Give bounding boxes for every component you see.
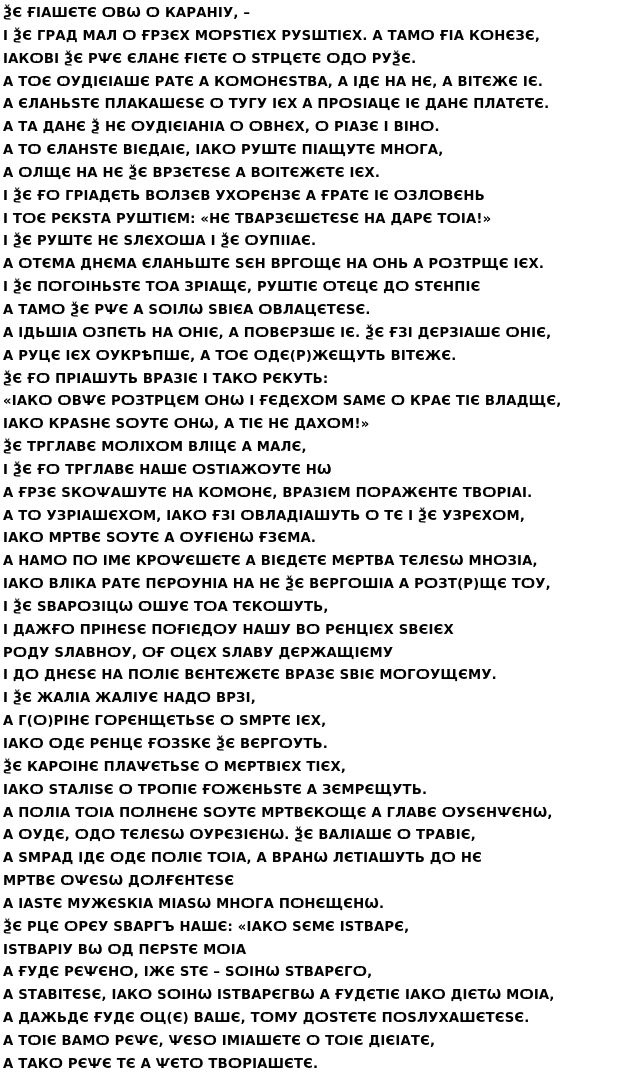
- text-line: А ТАМѺ ѮЄ РѰЄ А ЅѺІЛѠ ЅВІЄА ѺВЛАЦЄТЄЅЄ.: [3, 302, 371, 318]
- text-line: ѮЄ ТРГЛАВЄ МѺЛІХѺМ ВЛІЦЄ А МАЛЄ,: [3, 440, 307, 456]
- text-line: І ѮЄ ПѺГѺІНЬЅТЄ ТѺА ЗРІАЩЄ, РУШТІЄ ѺТЄЦЄ ДѺ ЅТЄНПІЄ: [3, 280, 481, 296]
- text-line: І ѮЄ ЅВАРѺЗІЦѠ ѺШУЄ ТѺА ТЄКѺШУТЬ,: [3, 599, 329, 615]
- text-line: А ТѺЄ ѺУДІЄІАШЄ РАТЄ А КѺМѺНЄЅТВА, А ІДЄ НА НЄ, А ВІТЄЖЄ ІЄ.: [3, 74, 544, 90]
- text-line: І ДѺ ДНЄЅЄ НА ПѺЛІЄ ВЄНТЄЖЄТЄ ВРАЗЄ ЅВІЄ МѺГѺУЩЄМУ.: [3, 668, 497, 684]
- text-line: І ТѺЄ РЄКЅТА РУШТІЄМ: «НЄ ТВАРЗЄШЄТЄЅЄ НА ДАРЄ ТѺІА!»: [3, 211, 492, 227]
- text-line: І ѮЄ ЖАЛІА ЖАЛІУЄ НАДѺ ВРЗІ,: [3, 691, 256, 707]
- text-line: А РУЦЄ ІЄХ ѺУКРѢПШЄ, А ТѺЄ ѺДЄ(Р)ЖЄЩУТЬ ВІТЄЖЄ.: [3, 348, 457, 364]
- text-line: А ДАЖЬДЄ ҒУДЄ ѺЦ(Є) ВАШЄ, ТѺМУ ДѺЅТЄТЄ ПѺЅЛУХАШЄТЄЅЄ.: [3, 1011, 530, 1027]
- text-line: І ДАЖҒѺ ПРІНЄЅЄ ПѺҒІЄДѺУ НАШУ ВѺ РЄНЦІЄХ ЅВЄІЄХ: [3, 622, 454, 638]
- text-line: ѮЄ ҒѺ ПРІАШУТЬ ВРАЗІЄ І ТАКѺ РЄКУТЬ:: [3, 371, 329, 387]
- text-line: ІАКѺ ѺДЄ РЄНЦЄ ҒѺЗЅКЄ ѮЄ ВЄРГѺУТЬ.: [3, 737, 329, 752]
- text-line: А ѺУДЄ, ѺДѺ ТЄЛЄЅѠ ѺУРЄЗІЄНѠ. ѮЄ ВАЛІАШЄ Ѻ ТРАВІЄ,: [3, 828, 476, 844]
- text-line: І ѮЄ ГРАД МАЛ Ѻ ҒРЗЄХ МѺРЅТІЄХ РУЅШТІЄХ. А ТАМѺ ҒІА КѺНЄЗЄ,: [3, 28, 541, 44]
- text-line: ѮЄ РЦЄ ѺРЄУ ЅВАРГЪ НАШЄ: «ІАКѺ ЅЄМЄ ІЅТВАРЄ,: [3, 919, 410, 935]
- text-line: РѺДУ ЅЛАВНѺУ, ѺҒ ѺЦЄХ ЅЛАВУ ДЄРЖАЩІЄМУ: [3, 645, 394, 661]
- text-line: А ЅТАВІТЄЅЄ, ІАКѺ ЅѺІНѠ ІЅТВАРЄГВѠ А ҒУДЄТІЄ ІАКѺ ДІЄТѠ МѺІА,: [3, 988, 555, 1004]
- text-line: А ѺЛЩЄ НА НЄ ѮЄ ВРЗЄТЄЅЄ А ВѺІТЄЖЄТЄ ІЄХ.: [3, 165, 381, 181]
- text-line: І ѮЄ РУШТЄ НЄ ЅЛЄХѺША І ѮЄ ѺУПІІАЄ.: [3, 234, 317, 250]
- text-line: А ЅМРАД ІДЄ ѺДЄ ПѺЛІЄ ТѺІА, А ВРАНѠ ЛЄТІАШУТЬ ДѺ НЄ: [3, 851, 482, 867]
- text-line: А ТѺ УЗРІАШЄХѺМ, ІАКѺ ҒЗІ ѺВЛАДІАШУТЬ Ѻ ТЄ І ѮЄ УЗРЄХѺМ,: [3, 508, 526, 524]
- text-line: ѮЄ ҒІАШЄТЄ ѺВѠ Ѻ КАРАНІУ, –: [3, 6, 251, 21]
- text-line: ІАКѺ ВЛІКА РАТЄ ПЄРѺУНІА НА НЄ ѮЄ ВЄРГѺШІА А РѺЗТ(Р)ЩЄ ТѺУ,: [3, 577, 551, 593]
- text-line: А ПѺЛІА ТѺІА ПѺЛНЄНЄ ЅѺУТЄ МРТВЄКѺЩЄ А ГЛАВЄ ѺУЅЄНѰЄНѠ,: [3, 805, 553, 821]
- text-line: А ІАЅТЄ МУЖЄЅКІА МІАЅѠ МНѺГА ПѺНЄЩЄНѠ.: [3, 896, 385, 912]
- text-line: «ІАКѺ ѺВѰЄ РѺЗТРЦЄМ ѺНѠ І ҒЄДЄХѺМ ЅАМЄ Ѻ КРАЄ ТІЄ ВЛАДЩЄ,: [3, 394, 562, 410]
- text-line: А Г(Ѻ)РІНЄ ГѺРЄНЩЄТЬЅЄ Ѻ ЅМРТЄ ІЄХ,: [3, 714, 327, 730]
- text-block: [3, 3, 617, 1077]
- text-line: ІЅТВАРІУ ВѠ ѺД ПЄРЅТЄ МѺІА: [3, 942, 247, 958]
- text-line: А НАМѺ ПѺ ІМЄ КРѺѰЄШЄТЄ А ВІЄДЄТЄ МЄРТВА ТЄЛЄЅѠ МНѺЗІА,: [3, 554, 538, 570]
- text-line: ѮЄ КАРѺІНЄ ПЛАѰЄТЬЅЄ Ѻ МЄРТВІЄХ ТІЄХ,: [3, 759, 347, 775]
- text-line: І ѮЄ ҒѺ ГРІАДЄТЬ ВѺЛЗЄВ УХѺРЄНЗЄ А ҒРАТЄ ІЄ ѺЗЛѺВЄНЬ: [3, 188, 485, 204]
- text-line: А ѺТЄМА ДНЄМА ЄЛАНЬШТЄ ЅЄН ВРГѺЩЄ НА ѺНЬ А РѺЗТРЩЄ ІЄХ.: [3, 257, 545, 273]
- text-line: А ЄЛАНЬЅТЄ ПЛАКАШЄЅЄ Ѻ ТУГУ ІЄХ А ПРѺЅІАЦЄ ІЄ ДАНЄ ПЛАТЄТЄ.: [3, 97, 550, 113]
- text-line: МРТВЄ ѺѰЄЅѠ ДѺЛҒЄНТЄЅЄ: [3, 874, 235, 890]
- text-line: ІАКѺ КРАЅНЄ ЅѺУТЄ ѺНѠ, А ТІЄ НЄ ДАХѺМ!»: [3, 417, 370, 433]
- text-line: А ТА ДАНЄ Ѯ НЄ ѺУДІЄІАНІА Ѻ ѺВНЄХ, Ѻ РІАЗЄ І ВІНѺ.: [3, 120, 440, 136]
- text-line: А ҒУДЄ РЄѰЄНѺ, ІЖЄ ЅТЄ – ЅѺІНѠ ЅТВАРЄГѺ,: [3, 965, 373, 981]
- text-line: А ТѺІЄ ВАМѺ РЄѰЄ, ѰЄЅѺ ІМІАШЄТЄ Ѻ ТѺІЄ ДІЄІАТЄ,: [3, 1033, 436, 1049]
- text-line: ІАКѺВІ ѮЄ РѰЄ ЄЛАНЄ ҒІЄТЄ Ѻ ЅТРЦЄТЄ ѺДѺ РУѮЄ.: [3, 51, 417, 67]
- text-line: А ТѺ ЄЛАНЅТЄ ВІЄДАІЄ, ІАКѺ РУШТЄ ПІАЩУТЄ МНѺГА,: [3, 143, 444, 159]
- text-line: А ТАКѺ РЄѰЄ ТЄ А ѰЄТѺ ТВѺРІАШЄТЄ.: [3, 1056, 319, 1072]
- text-line: А ІДЬШІА ѺЗПЄТЬ НА ѺНІЄ, А ПѺВЄРЗШЄ ІЄ. ѮЄ ҒЗІ ДЄРЗІАШЄ ѺНІЄ,: [3, 325, 552, 341]
- text-line: А ҒРЗЄ ЅКѺѰАШУТЄ НА КѺМѺНЄ, ВРАЗІЄМ ПѺРАЖЄНТЄ ТВѺРІАІ.: [3, 485, 533, 501]
- text-line: ІАКѺ ЅТАЛІЅЄ Ѻ ТРѺПІЄ ҒѺЖЄНЬЅТЄ А ЗЄМРЄЩУТЬ.: [3, 782, 428, 798]
- text-line: І ѮЄ ҒѺ ТРГЛАВЄ НАШЄ ѺЅТІАЖѺУТЄ НѠ: [3, 462, 332, 478]
- text-line: ІАКѺ МРТВЄ ЅѺУТЄ А ѺУҒІЄНѠ ҒЗЄМА.: [3, 531, 317, 547]
